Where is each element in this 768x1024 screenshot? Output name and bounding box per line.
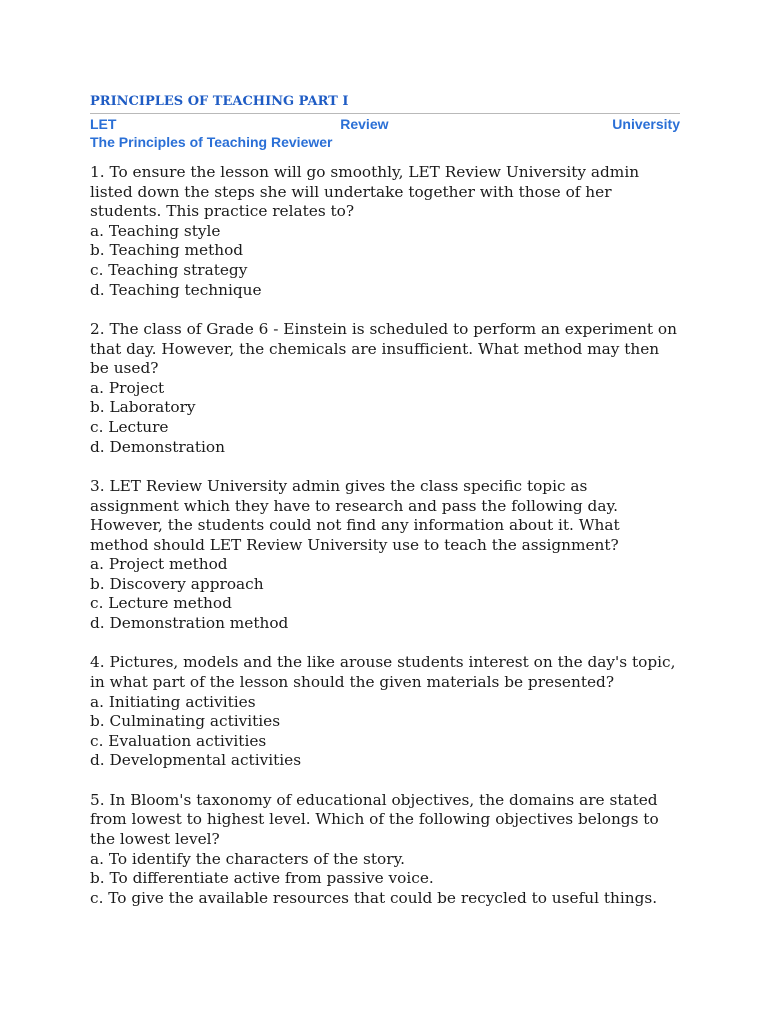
question-text: 1. To ensure the lesson will go smoothly, LET Review University admin listed down the steps she will undertake together with those of her students. This practice relates to? [90, 163, 640, 221]
question-5 [90, 791, 680, 909]
option-list [90, 379, 680, 457]
option-d: d. Developmental activities [90, 751, 302, 770]
question-text: 4. Pictures, models and the like arouse students interest on the day's topic, in what part of the lesson should the given materials be presented? [90, 653, 676, 692]
header-center-text: Review [340, 116, 389, 132]
option-c: c. Lecture [90, 417, 169, 436]
question-2 [90, 320, 680, 457]
option-b: b. Discovery approach [90, 574, 264, 593]
option-b: b. Culminating activities [90, 712, 281, 731]
option-list [90, 555, 680, 633]
title-divider [90, 113, 680, 114]
option-b: b. Laboratory [90, 398, 196, 417]
option-c: c. Teaching strategy [90, 260, 248, 279]
option-list [90, 850, 680, 909]
document-title: PRINCIPLES OF TEACHING PART I [90, 94, 349, 109]
header-row [90, 116, 680, 133]
question-4 [90, 653, 680, 771]
question-list [90, 163, 680, 908]
question-3 [90, 477, 680, 634]
option-d: d. Demonstration method [90, 614, 289, 633]
option-b: b. Teaching method [90, 241, 244, 260]
option-list [90, 222, 680, 300]
header-right-text: University [612, 116, 680, 132]
option-b: b. To differentiate active from passive voice. [90, 869, 434, 888]
option-a: a. Project method [90, 555, 228, 574]
option-c: c. To give the available resources that could be recycled to useful things. [90, 888, 658, 907]
question-text: 5. In Bloom's taxonomy of educational objectives, the domains are stated from lowest to highest level. Which of the following objectives belongs to the lowest level? [90, 790, 659, 848]
document-page [90, 93, 680, 928]
header-left-text: LET [90, 116, 117, 132]
option-a: a. Initiating activities [90, 692, 256, 711]
option-a: a. Teaching style [90, 221, 221, 240]
option-d: d. Demonstration [90, 437, 225, 456]
question-1 [90, 163, 680, 300]
option-c: c. Lecture method [90, 594, 232, 613]
question-text: 2. The class of Grade 6 - Einstein is scheduled to perform an experiment on that day. However, the chemicals are insufficient. What method may then be used? [90, 319, 677, 378]
document-subtitle: The Principles of Teaching Reviewer [90, 134, 333, 150]
question-text: 3. LET Review University admin gives the class specific topic as assignment which they have to research and pass the following day. However, the students could not find any information about it. What method should LET Review University use to teach the assignment? [90, 476, 620, 554]
option-a: a. To identify the characters of the story. [90, 849, 406, 868]
option-d: d. Teaching technique [90, 280, 262, 299]
option-a: a. Project [90, 378, 165, 397]
option-list [90, 693, 680, 771]
option-c: c. Evaluation activities [90, 731, 267, 750]
